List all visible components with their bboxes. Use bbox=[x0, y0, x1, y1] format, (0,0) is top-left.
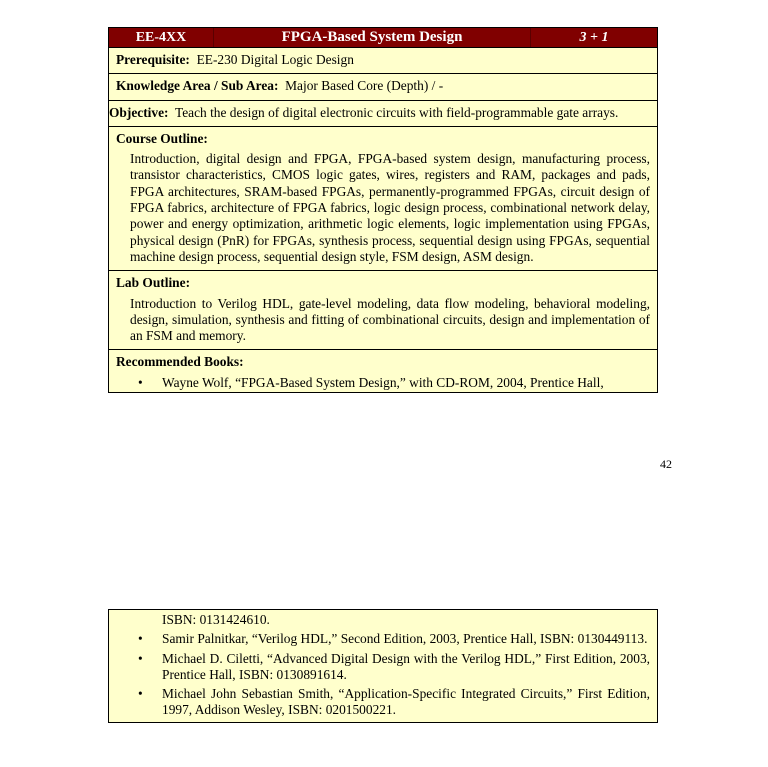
objective-value: Teach the design of digital electronic circuits with field-programmable gate arrays. bbox=[174, 104, 619, 120]
course-table bbox=[108, 27, 658, 393]
lab-outline-label: Lab Outline: bbox=[116, 275, 191, 291]
bullet-icon: • bbox=[138, 686, 143, 702]
recommended-books-label: Recommended Books: bbox=[116, 354, 244, 370]
bullet-icon: • bbox=[138, 374, 143, 390]
bullet-icon: • bbox=[138, 650, 143, 666]
course-outline-row bbox=[109, 127, 657, 271]
course-header bbox=[109, 28, 657, 48]
book-item bbox=[116, 651, 650, 684]
objective-label: Objective: bbox=[109, 104, 169, 120]
book-text-continued: ISBN: 0131424610. bbox=[162, 612, 270, 627]
knowledge-area-row bbox=[109, 74, 657, 100]
book-text: Wayne Wolf, “FPGA-Based System Design,” with CD-ROM, 2004, Prentice Hall, bbox=[162, 374, 604, 390]
book-item bbox=[116, 631, 650, 647]
knowledge-area-label: Knowledge Area / Sub Area: bbox=[116, 78, 279, 94]
prerequisite-label: Prerequisite: bbox=[116, 52, 190, 67]
book-text: Michael D. Ciletti, “Advanced Digital Design with the Verilog HDL,” First Edition, 2003, Prentice Hall, ISBN: 0130891614. bbox=[162, 650, 650, 682]
lab-outline-row bbox=[109, 271, 657, 350]
book-list-continued bbox=[116, 631, 650, 718]
course-code: EE-4XX bbox=[109, 28, 214, 47]
book-item bbox=[116, 375, 650, 391]
course-credits: 3 + 1 bbox=[530, 28, 657, 47]
objective-row bbox=[109, 101, 657, 127]
lab-outline-text: Introduction to Verilog HDL, gate-level modeling, data flow modeling, behavioral modeling, design, simulation, synthesis and fitting of combinational circuits, design and implementation of an FSM and memory. bbox=[130, 295, 650, 344]
page-number: 42 bbox=[660, 457, 672, 471]
book-text: Samir Palnitkar, “Verilog HDL,” Second Edition, 2003, Prentice Hall, ISBN: 0130449113. bbox=[162, 631, 648, 647]
recommended-books-row bbox=[109, 350, 657, 391]
course-outline-text: Introduction, digital design and FPGA, FPGA-based system design, manufacturing process, transistor characteristics, CMOS logic gates, wires, registers and RAM, packages and pads, FPGA architectures, SRAM-based FPGAs, permanently-programmed FPGAs, circuit design of FPGA fabrics, architecture of FPGA fabrics, logic design process, combinational network delay, power and energy optimization, arithmetic logic elements, logic implementation using FPGAs, physical design (PnR) for FPGAs, synthesis process, sequential design using FPGAs, sequential machine design process, sequential design style, FSM design, ASM design. bbox=[130, 151, 650, 264]
book-list bbox=[116, 375, 650, 391]
prerequisite-value: EE-230 Digital Logic Design bbox=[196, 52, 354, 67]
recommended-books-continued bbox=[109, 610, 657, 722]
course-outline-label: Course Outline: bbox=[116, 130, 208, 146]
book-item bbox=[116, 686, 650, 719]
bullet-icon: • bbox=[138, 631, 143, 647]
book-text: Michael John Sebastian Smith, “Application-Specific Integrated Circuits,” First Edition, 1997, Addison Wesley, ISBN: 0201500221. bbox=[162, 686, 650, 718]
prerequisite-row bbox=[109, 48, 657, 74]
course-title: FPGA-Based System Design bbox=[281, 29, 463, 45]
course-table-continued bbox=[108, 609, 658, 723]
knowledge-area-value: Major Based Core (Depth) / - bbox=[285, 78, 444, 94]
